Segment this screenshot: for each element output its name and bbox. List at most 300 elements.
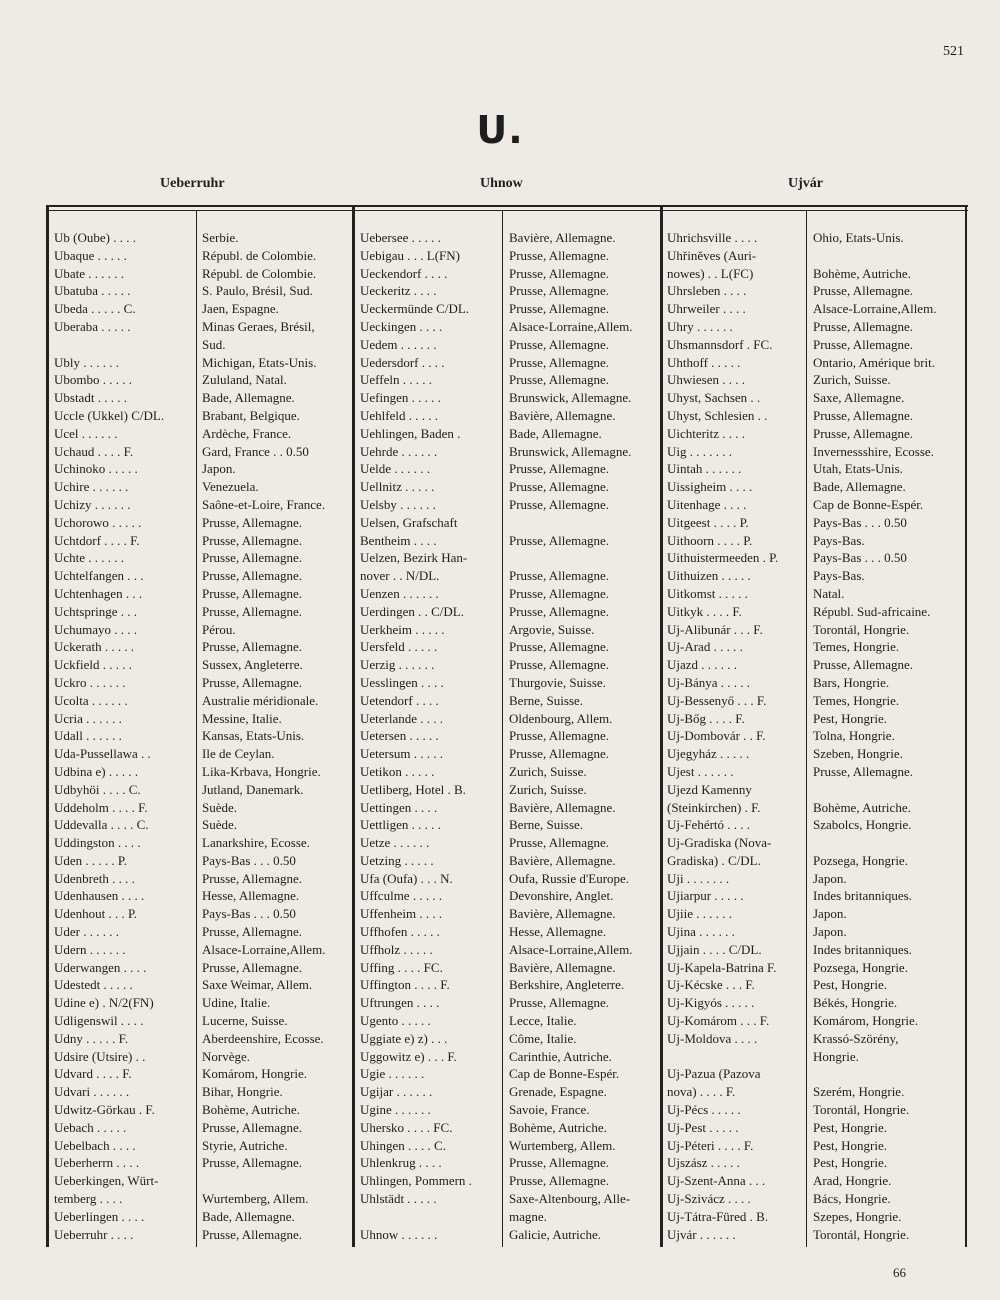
table-left-rule — [46, 205, 49, 1247]
place-name: Ubeda . . . . . C. — [54, 301, 136, 317]
place-location: Prusse, Allemagne. — [509, 568, 610, 584]
place-location: Lucerne, Suisse. — [202, 1013, 288, 1029]
place-name: Udvard . . . . F. — [54, 1066, 132, 1082]
place-location: Prusse, Allemagne. — [509, 247, 610, 263]
place-name: Uj-Alibunár . . . F. — [667, 621, 763, 637]
table-row — [50, 1101, 352, 1119]
place-name: Uithuizen . . . . . — [667, 568, 751, 584]
place-name: Uj-Tátra-Füred . B. — [667, 1208, 769, 1224]
table-row — [663, 941, 963, 959]
place-location: Indes britanniques. — [813, 888, 912, 904]
table-row — [50, 407, 352, 425]
table-row — [356, 336, 659, 354]
table-row — [663, 781, 963, 799]
place-location: Ontario, Amérique brit. — [813, 354, 936, 370]
place-name: Uchorowo . . . . . — [54, 514, 142, 530]
table-row — [356, 496, 659, 514]
table-top-rule — [46, 205, 968, 207]
place-name: Uitgeest . . . . P. — [667, 514, 749, 530]
place-name: Uj-Bőg . . . . F. — [667, 710, 745, 726]
table-row — [663, 745, 963, 763]
place-location: Pest, Hongrie. — [813, 1155, 888, 1171]
place-location: Bohème, Autriche. — [813, 799, 911, 815]
place-location: Styrie, Autriche. — [202, 1137, 288, 1153]
place-name: Ucolta . . . . . . — [54, 692, 128, 708]
place-name: Uetendorf . . . . — [360, 692, 439, 708]
place-name: Uj-Pest . . . . . — [667, 1119, 739, 1135]
table-row — [663, 300, 963, 318]
table-row — [356, 1083, 659, 1101]
place-location: Oldenbourg, Allem. — [509, 710, 613, 726]
table-row — [663, 425, 963, 443]
place-name: Uj-Fehértó . . . . — [667, 817, 751, 833]
place-name: Uckro . . . . . . — [54, 674, 126, 690]
table-row — [356, 371, 659, 389]
place-name: Ueckeritz . . . . — [360, 283, 437, 299]
place-name: Uggowitz e) . . . F. — [360, 1048, 457, 1064]
place-location: Berkshire, Angleterre. — [509, 977, 625, 993]
place-location: Japon. — [813, 924, 847, 940]
footer-signature: 66 — [893, 1265, 906, 1280]
table-row — [356, 621, 659, 639]
place-name: Uhrsleben . . . . — [667, 283, 747, 299]
place-location: Bavière, Allemagne. — [509, 799, 616, 815]
table-row — [50, 799, 352, 817]
table-row — [356, 727, 659, 745]
table-row — [50, 1065, 352, 1083]
table-row — [50, 816, 352, 834]
place-location: Pays-Bas. — [813, 568, 865, 584]
place-name: Uhyst, Sachsen . . — [667, 390, 761, 406]
place-location: Pest, Hongrie. — [813, 710, 888, 726]
table-row — [356, 799, 659, 817]
place-location: Bohème, Autriche. — [509, 1119, 607, 1135]
entries-column-2 — [356, 229, 659, 1243]
table-row — [663, 265, 963, 283]
place-location: Prusse, Allemagne. — [813, 425, 914, 441]
place-name: Uetzing . . . . . — [360, 852, 434, 868]
table-row — [356, 834, 659, 852]
place-location: S. Paulo, Brésil, Sud. — [202, 283, 313, 299]
place-name: Uitkomst . . . . . — [667, 585, 748, 601]
table-row — [356, 1101, 659, 1119]
table-row — [356, 549, 659, 567]
place-name: Bentheim . . . . — [360, 532, 437, 548]
table-row — [50, 282, 352, 300]
place-location: Prusse, Allemagne. — [509, 479, 610, 495]
place-location: Prusse, Allemagne. — [509, 283, 610, 299]
place-location: Alsace-Lorraine,Allem. — [509, 318, 633, 334]
place-name: Uithuistermeeden . P. — [667, 550, 779, 566]
table-row — [50, 549, 352, 567]
place-name: Uhrweiler . . . . — [667, 301, 746, 317]
place-name — [50, 336, 196, 354]
table-row — [356, 959, 659, 977]
table-row — [663, 1101, 963, 1119]
table-row — [663, 603, 963, 621]
table-row — [663, 443, 963, 461]
place-name: Ubombo . . . . . — [54, 372, 132, 388]
table-row — [50, 976, 352, 994]
place-location: magne. — [509, 1208, 547, 1224]
table-row — [50, 745, 352, 763]
place-name: Uebersee . . . . . — [360, 230, 441, 245]
place-location: Argovie, Suisse. — [509, 621, 595, 637]
place-location: Minas Geraes, Brésil, — [202, 318, 315, 334]
place-location — [196, 1172, 352, 1190]
place-location: Prusse, Allemagne. — [813, 407, 914, 423]
place-location: Bade, Allemagne. — [202, 390, 295, 406]
place-location: Brunswick, Allemagne. — [509, 443, 632, 459]
place-location: Pays-Bas . . . 0.50 — [202, 906, 296, 922]
place-name: Uchtelfangen . . . — [54, 568, 144, 584]
entries-column-1 — [50, 229, 352, 1243]
table-row — [50, 905, 352, 923]
place-name: temberg . . . . — [54, 1191, 123, 1207]
place-name: Uebelbach . . . . — [54, 1137, 136, 1153]
place-name: Uj-Kapela-Batrina F. — [667, 959, 777, 975]
place-name: Uebach . . . . . — [54, 1119, 127, 1135]
place-location: Pozsega, Hongrie. — [813, 852, 908, 868]
table-row — [663, 567, 963, 585]
place-name: Uj-Pécs . . . . . — [667, 1102, 741, 1118]
place-location: Krassó-Szörény, — [813, 1030, 899, 1046]
place-location: Bavière, Allemagne. — [509, 906, 616, 922]
place-name: Uberaba . . . . . — [54, 318, 131, 334]
place-location: Ile de Ceylan. — [202, 746, 275, 762]
table-row — [356, 923, 659, 941]
place-location: Komárom, Hongrie. — [202, 1066, 308, 1082]
table-row — [663, 229, 963, 247]
table-row — [663, 674, 963, 692]
place-location: Szabolcs, Hongrie. — [813, 817, 912, 833]
place-name: Ujvár . . . . . . — [667, 1226, 736, 1242]
place-name: Ueffeln . . . . . — [360, 372, 432, 388]
place-location: Prusse, Allemagne. — [509, 995, 610, 1011]
place-name: Ujina . . . . . . — [667, 924, 735, 940]
table-row — [663, 1154, 963, 1172]
place-name: Uenzen . . . . . . — [360, 585, 439, 601]
place-location: Saxe Weimar, Allem. — [202, 977, 313, 993]
place-name: Uettingen . . . . — [360, 799, 438, 815]
place-name: Ubly . . . . . . — [54, 354, 119, 370]
place-location: Komárom, Hongrie. — [813, 1013, 919, 1029]
place-name: nova) . . . . F. — [667, 1084, 736, 1100]
place-location: Japon. — [202, 461, 236, 477]
place-location: Prusse, Allemagne. — [509, 603, 610, 619]
table-row — [356, 425, 659, 443]
place-location: Prusse, Allemagne. — [509, 639, 610, 655]
place-name: Ucel . . . . . . — [54, 425, 118, 441]
place-name: Uetersen . . . . . — [360, 728, 439, 744]
place-location: Prusse, Allemagne. — [202, 1226, 303, 1242]
table-row — [356, 1065, 659, 1083]
table-row — [356, 656, 659, 674]
place-name: Uitkyk . . . . F. — [667, 603, 742, 619]
place-location: Australie méridionale. — [202, 692, 319, 708]
place-location: Venezuela. — [202, 479, 259, 495]
place-location: Bavière, Allemagne. — [509, 852, 616, 868]
place-location: Prusse, Allemagne. — [202, 585, 303, 601]
table-row — [50, 354, 352, 372]
place-name: Udall . . . . . . — [54, 728, 122, 744]
place-name: nowes) . . L(FC) — [667, 265, 754, 281]
table-row — [50, 710, 352, 728]
table-row — [50, 336, 352, 354]
table-row — [50, 603, 352, 621]
place-location: Prusse, Allemagne. — [202, 550, 303, 566]
table-row — [356, 1190, 659, 1208]
table-row — [50, 1154, 352, 1172]
place-name: Uhingen . . . . C. — [360, 1137, 446, 1153]
place-location: Saxe, Allemagne. — [813, 390, 905, 406]
place-location: Pest, Hongrie. — [813, 1119, 888, 1135]
place-location: Cap de Bonne-Espér. — [509, 1066, 620, 1082]
place-name: (Steinkirchen) . F. — [667, 799, 761, 815]
table-row — [50, 1048, 352, 1066]
place-location: Prusse, Allemagne. — [509, 585, 610, 601]
place-location: Prusse, Allemagne. — [509, 372, 610, 388]
place-name: Uhnow . . . . . . — [360, 1226, 438, 1242]
place-location: Alsace-Lorraine,Allem. — [202, 941, 326, 957]
place-location: Arad, Hongrie. — [813, 1173, 892, 1189]
place-name: Uj-Bánya . . . . . — [667, 674, 751, 690]
place-name: Ueberlingen . . . . — [54, 1208, 145, 1224]
table-row — [50, 478, 352, 496]
table-row — [663, 923, 963, 941]
place-name: Uden . . . . . P. — [54, 852, 127, 868]
place-name: Udbina e) . . . . . — [54, 763, 139, 779]
place-name: Udenhausen . . . . — [54, 888, 145, 904]
place-location: Prusse, Allemagne. — [202, 959, 303, 975]
place-name: Uchtdorf . . . . F. — [54, 532, 140, 548]
place-location: Bade, Allemagne. — [202, 1208, 295, 1224]
table-row — [356, 318, 659, 336]
place-location: Temes, Hongrie. — [813, 639, 900, 655]
place-name: Uj-Bessenyő . . . F. — [667, 692, 767, 708]
place-name: Ubstadt . . . . . — [54, 390, 127, 406]
place-location: Natal. — [813, 585, 845, 601]
place-name: Uebigau . . . L(FN) — [360, 247, 461, 263]
section-letter: U. — [476, 108, 524, 152]
place-name: Uj-Szent-Anna . . . — [667, 1173, 766, 1189]
place-location: Républ. de Colombie. — [202, 265, 317, 281]
place-location: Zululand, Natal. — [202, 372, 287, 388]
table-row — [356, 1208, 659, 1226]
place-name: Uda-Pussellawa . . — [54, 746, 151, 762]
place-location: Szepes, Hongrie. — [813, 1208, 902, 1224]
place-name: Ueberherrn . . . . — [54, 1155, 140, 1171]
place-name: Uettligen . . . . . — [360, 817, 441, 833]
table-row — [356, 1030, 659, 1048]
table-row — [356, 763, 659, 781]
place-name: Uddevalla . . . . C. — [54, 817, 149, 833]
place-name: Uckfield . . . . . — [54, 657, 132, 673]
table-row — [356, 1172, 659, 1190]
place-location: Zurich, Suisse. — [813, 372, 891, 388]
table-row — [356, 265, 659, 283]
place-location: Gard, France . . 0.50 — [202, 443, 309, 459]
place-location: Suède. — [202, 817, 238, 833]
place-location: Aberdeenshire, Ecosse. — [202, 1030, 324, 1046]
place-name: Uelsen, Grafschaft — [360, 514, 458, 530]
table-row — [356, 674, 659, 692]
place-location: Szerém, Hongrie. — [813, 1084, 905, 1100]
table-row — [50, 638, 352, 656]
table-row — [356, 603, 659, 621]
table-row — [663, 976, 963, 994]
place-location: Prusse, Allemagne. — [202, 924, 303, 940]
table-row — [356, 229, 659, 247]
place-name: Uffington . . . . F. — [360, 977, 450, 993]
place-location: Kansas, Etats-Unis. — [202, 728, 305, 744]
table-row — [50, 727, 352, 745]
place-location: Bavière, Allemagne. — [509, 959, 616, 975]
table-row — [50, 852, 352, 870]
table-row — [50, 229, 352, 247]
place-name: Uchinoko . . . . . — [54, 461, 138, 477]
place-location: Bars, Hongrie. — [813, 674, 890, 690]
table-row — [663, 1226, 963, 1244]
place-name: Ujjain . . . . C/DL. — [667, 941, 762, 957]
place-location: Torontál, Hongrie. — [813, 1102, 910, 1118]
table-row — [50, 389, 352, 407]
table-row — [663, 1119, 963, 1137]
place-location: Prusse, Allemagne. — [509, 301, 610, 317]
place-name: Uj-Szivácz . . . . — [667, 1191, 751, 1207]
table-row — [50, 994, 352, 1012]
table-row — [663, 1065, 963, 1083]
place-name: Uetliberg, Hotel . B. — [360, 781, 466, 797]
table-row — [356, 816, 659, 834]
table-row — [663, 549, 963, 567]
place-location: Alsace-Lorraine,Allem. — [813, 301, 937, 317]
place-name — [356, 1208, 503, 1226]
place-location: Udine, Italie. — [202, 995, 271, 1011]
place-location: Pays-Bas . . . 0.50 — [813, 550, 907, 566]
place-name: Ugento . . . . . — [360, 1013, 431, 1029]
place-location: Côme, Italie. — [509, 1030, 577, 1046]
place-location: Prusse, Allemagne. — [509, 354, 610, 370]
place-location: Pozsega, Hongrie. — [813, 959, 908, 975]
place-name: Ubaque . . . . . — [54, 247, 127, 263]
place-name: nover . . N/DL. — [360, 568, 440, 584]
place-name: Uetikon . . . . . — [360, 763, 435, 779]
table-row — [356, 282, 659, 300]
table-row — [50, 941, 352, 959]
place-location: Bihar, Hongrie. — [202, 1084, 283, 1100]
place-location: Indes britanniques. — [813, 941, 912, 957]
place-name: Ueckendorf . . . . — [360, 265, 448, 281]
place-name: Uj-Pazua (Pazova — [667, 1066, 761, 1082]
table-row — [50, 460, 352, 478]
place-location: Prusse, Allemagne. — [509, 1173, 610, 1189]
place-location: Temes, Hongrie. — [813, 692, 900, 708]
place-location: Brabant, Belgique. — [202, 407, 300, 423]
place-name: Uelsby . . . . . . — [360, 496, 436, 512]
place-location: Prusse, Allemagne. — [202, 603, 303, 619]
place-location — [807, 834, 963, 852]
table-row — [663, 389, 963, 407]
place-name: Uj-Kécske . . . F. — [667, 977, 755, 993]
place-location: Brunswick, Allemagne. — [509, 390, 632, 406]
place-location: Hesse, Allemagne. — [202, 888, 300, 904]
place-name: Uehlingen, Baden . — [360, 425, 461, 441]
place-location: Pays-Bas . . . 0.50 — [813, 514, 907, 530]
place-location: Prusse, Allemagne. — [202, 1119, 303, 1135]
place-name: Uj-Gradiska (Nova- — [667, 835, 772, 851]
table-row — [356, 354, 659, 372]
place-name: Ucria . . . . . . — [54, 710, 122, 726]
place-location: Tolna, Hongrie. — [813, 728, 895, 744]
table-row — [663, 1172, 963, 1190]
table-row — [356, 1012, 659, 1030]
table-row — [50, 674, 352, 692]
place-name: Uhwiesen . . . . — [667, 372, 745, 388]
table-row — [663, 247, 963, 265]
place-name: Uersfeld . . . . . — [360, 639, 438, 655]
table-row — [663, 763, 963, 781]
table-row — [50, 870, 352, 888]
table-row — [50, 443, 352, 461]
table-row — [50, 692, 352, 710]
place-location: Cap de Bonne-Espér. — [813, 496, 924, 512]
table-row — [663, 710, 963, 728]
table-row — [50, 959, 352, 977]
place-name: Ujezd Kamenny — [667, 781, 752, 797]
place-name: Ujegyház . . . . . — [667, 746, 750, 762]
table-row — [663, 460, 963, 478]
place-name: Uderwangen . . . . — [54, 959, 147, 975]
place-location: Berne, Suisse. — [509, 692, 584, 708]
table-row — [663, 354, 963, 372]
table-right-rule — [965, 205, 967, 1247]
place-location: Prusse, Allemagne. — [202, 639, 303, 655]
place-name: Uffing . . . . FC. — [360, 959, 443, 975]
place-name: Uhlingen, Pommern . — [360, 1173, 472, 1189]
place-name: Ujiie . . . . . . — [667, 906, 732, 922]
place-name: Uig . . . . . . . — [667, 443, 732, 459]
place-name: Ueberkingen, Würt- — [54, 1173, 159, 1189]
place-name: Ugine . . . . . . — [360, 1102, 431, 1118]
table-row — [50, 425, 352, 443]
place-name: Gradiska) . C/DL. — [667, 852, 761, 868]
place-name: Ueberruhr . . . . — [54, 1226, 134, 1242]
table-row — [50, 1172, 352, 1190]
place-name: Uichteritz . . . . — [667, 425, 745, 441]
place-name: Uchtenhagen . . . — [54, 585, 143, 601]
place-name: Uhřiněves (Auri- — [667, 247, 757, 263]
place-location: Prusse, Allemagne. — [202, 568, 303, 584]
place-location: Prusse, Allemagne. — [509, 496, 610, 512]
table-row — [50, 532, 352, 550]
place-location: Prusse, Allemagne. — [509, 1155, 610, 1171]
place-location: Michigan, Etats-Unis. — [202, 354, 317, 370]
place-location: Lanarkshire, Ecosse. — [202, 835, 310, 851]
place-name: Uhlenkrug . . . . — [360, 1155, 442, 1171]
place-name: Uddingston . . . . — [54, 835, 141, 851]
table-row — [50, 318, 352, 336]
place-location: Bohème, Autriche. — [813, 265, 911, 281]
place-name: Udsire (Utsire) . . — [54, 1048, 146, 1064]
place-location: Prusse, Allemagne. — [509, 746, 610, 762]
place-name: Uedem . . . . . . — [360, 336, 437, 352]
place-name — [663, 1048, 807, 1066]
place-location: Bade, Allemagne. — [509, 425, 602, 441]
table-row — [663, 959, 963, 977]
table-row — [50, 1119, 352, 1137]
table-row — [50, 834, 352, 852]
